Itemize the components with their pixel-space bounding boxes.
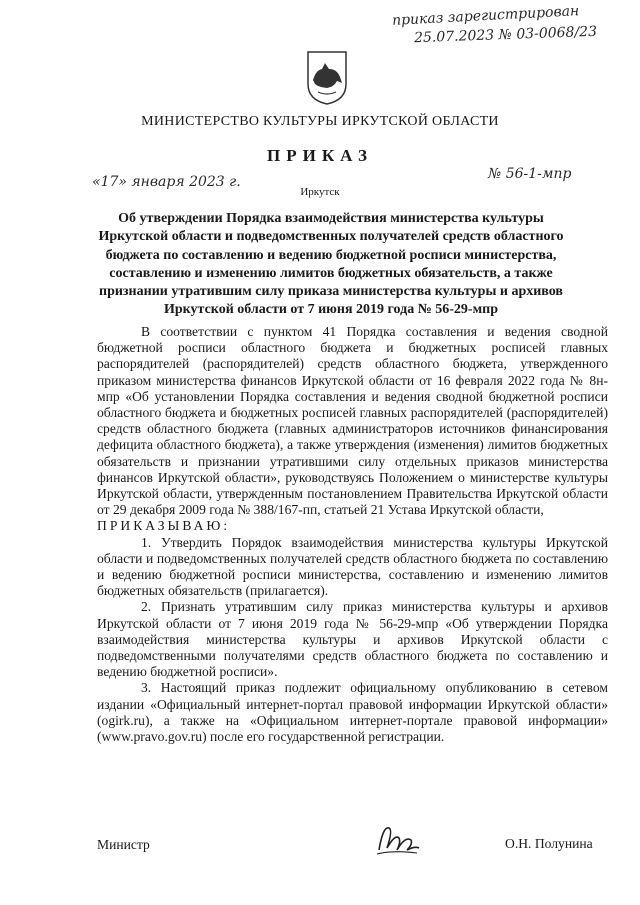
ministry-name: МИНИСТЕРСТВО КУЛЬТУРЫ ИРКУТСКОЙ ОБЛАСТИ	[141, 114, 499, 129]
preamble-paragraph: В соответствии с пунктом 41 Порядка составления и ведения сводной бюджетной росписи областного бюджета и бюджетных росписей главных распорядителей (распорядителей) средств областного бюджета, утвержденного приказом министерства финансов Иркутской области от 16 февраля 2022 года № 8н-мпр «Об установлении Порядка составления и ведения сводной бюджетной росписи областного бюджета и бюджетных росписей главных распорядителей (распорядителей) средств областного бюджета (главных администраторов источников финансирования дефицита областного бюджета), а также утверждения (изменения) лимитов бюджетных обязательств и признании утратившими силу отдельных приказов министерства финансов Иркутской области», руководствуясь Положением о министерстве культуры Иркутской области, утвержденным постановлением Правительства Иркутской области от 29 декабря 2009 года № 388/167-пп, статьей 21 Устава Иркутской области,	[97, 324, 608, 518]
order-item-3: 3. Настоящий приказ подлежит официальному опубликованию в сетевом издании «Официальный интернет-портал правовой информации Иркутской области» (ogirk.ru), а также на «Официальном интернет-портале правовой информации» (www.pravo.gov.ru) после его государственной регистрации.	[97, 680, 608, 745]
order-body	[97, 324, 608, 745]
order-date: «17» января 2023 г.	[92, 174, 241, 190]
signature-icon	[373, 820, 423, 860]
document-type-heading: ПРИКАЗ	[267, 146, 373, 165]
order-number: № 56-1-мпр	[488, 166, 572, 182]
order-subject: Об утверждении Порядка взаимодействия министерства культуры Иркутской области и подведомственных получателей средств областного бюджета по составлению и ведению бюджетной росписи министерства, составлению и изменению лимитов бюджетных обязательств, а также признании утратившим силу приказа министерства культуры и архивов Иркутской области от 7 июня 2019 года № 56-29-мпр	[98, 211, 564, 318]
signatory-position: Министр	[97, 837, 150, 852]
coat-of-arms-icon	[306, 50, 348, 106]
signatory-name: О.Н. Полунина	[505, 836, 593, 851]
registration-note-line1: приказ зарегистрирован	[391, 3, 580, 29]
registration-note-line2: 25.07.2023 № 03-0068/23	[413, 23, 598, 47]
order-word: ПРИКАЗЫВАЮ:	[97, 518, 231, 534]
city: Иркутск	[300, 186, 340, 198]
order-item-1: 1. Утвердить Порядок взаимодействия министерства культуры Иркутской области и подведомственных получателей средств областного бюджета по составлению и ведению бюджетной росписи министерства, составлению и изменению лимитов бюджетных обязательств (прилагается).	[97, 534, 608, 599]
order-item-2: 2. Признать утратившим силу приказ министерства культуры и архивов Иркутской области от 7 июня 2019 года № 56-29-мпр «Об утверждении Порядка взаимодействия министерства культуры и архивов Иркутской области с подведомственными получателями средств областного бюджета по составлению и ведению бюджетной росписи».	[97, 599, 608, 680]
